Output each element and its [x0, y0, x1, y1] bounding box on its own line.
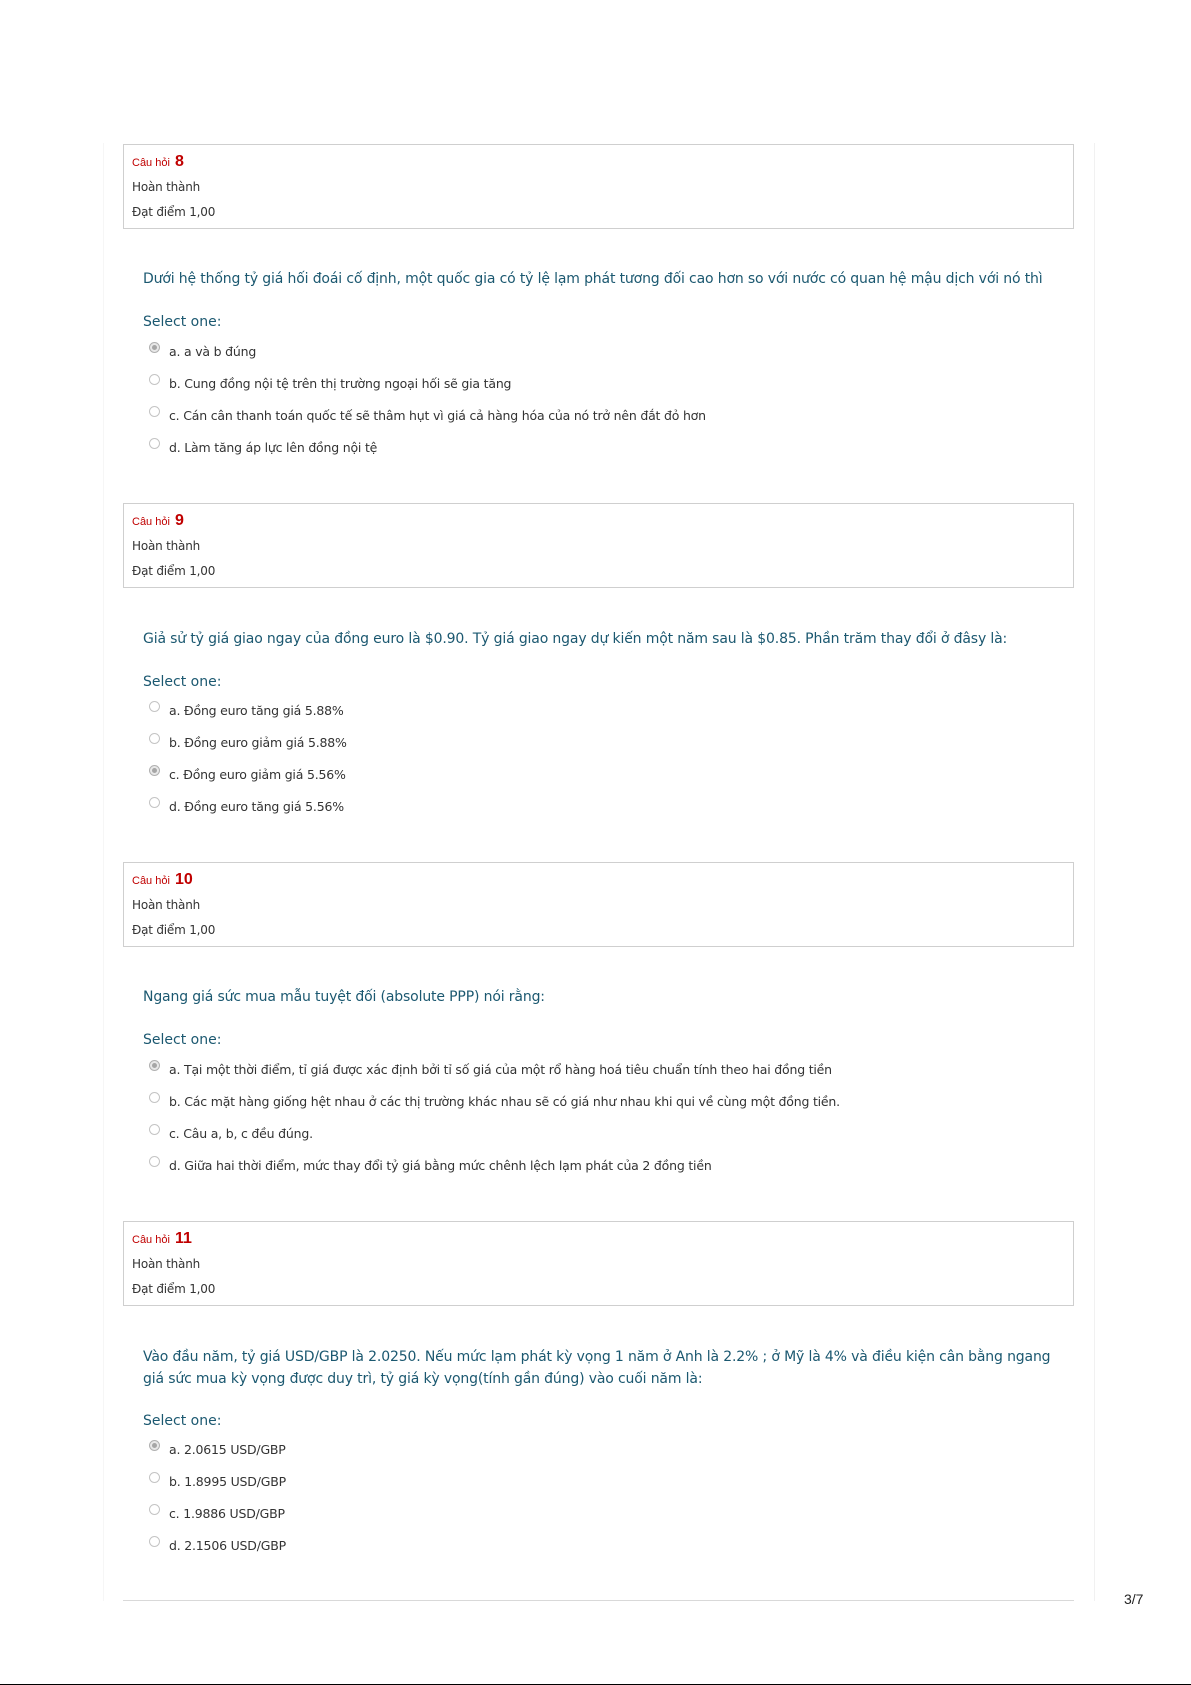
question-number-value: 10 [174, 871, 193, 888]
radio-button[interactable] [149, 406, 160, 417]
question-number-value: 8 [174, 153, 184, 170]
answer-option-c[interactable] [149, 404, 706, 426]
radio-button[interactable] [149, 797, 160, 808]
select-prompt: Select one: [143, 1032, 222, 1048]
answer-label: a. a và b đúng [169, 343, 257, 359]
question-11 [123, 1221, 1074, 1553]
answer-option-b[interactable] [149, 1470, 286, 1492]
question-grade: Đạt điểm 1,00 [132, 205, 216, 219]
answer-option-a[interactable] [149, 699, 344, 721]
answer-label: c. 1.9886 USD/GBP [169, 1505, 285, 1521]
select-prompt: Select one: [143, 1413, 222, 1429]
answer-option-c[interactable] [149, 763, 346, 785]
answer-label: c. Đồng euro giảm giá 5.56% [169, 766, 346, 782]
radio-button[interactable] [149, 438, 160, 449]
question-info-box [123, 144, 1074, 229]
question-number [132, 512, 184, 531]
answer-option-a[interactable] [149, 1058, 832, 1080]
radio-button[interactable] [149, 1536, 160, 1547]
answer-label: b. 1.8995 USD/GBP [169, 1473, 286, 1489]
answer-option-b[interactable] [149, 1090, 840, 1112]
select-prompt: Select one: [143, 314, 222, 330]
question-state: Hoàn thành [132, 539, 201, 553]
select-prompt: Select one: [143, 674, 222, 690]
radio-button[interactable] [149, 701, 160, 712]
radio-button[interactable] [149, 733, 160, 744]
question-label: Câu hỏi [132, 157, 170, 169]
answer-label: c. Câu a, b, c đều đúng. [169, 1125, 313, 1141]
question-info-box [123, 1221, 1074, 1306]
answer-option-c[interactable] [149, 1502, 285, 1524]
question-8 [123, 144, 1074, 455]
question-grade: Đạt điểm 1,00 [132, 1282, 216, 1296]
answer-label: c. Cán cân thanh toán quốc tế sẽ thâm hụt vì giá cả hàng hóa của nó trở nên đắt đỏ hơn [169, 407, 706, 423]
radio-button[interactable] [149, 1440, 160, 1451]
answer-option-a[interactable] [149, 340, 256, 362]
answer-label: b. Đồng euro giảm giá 5.88% [169, 734, 347, 750]
question-grade: Đạt điểm 1,00 [132, 923, 216, 937]
answer-label: d. Đồng euro tăng giá 5.56% [169, 798, 344, 814]
question-number-value: 9 [174, 512, 184, 529]
question-number [132, 153, 184, 172]
question-label: Câu hỏi [132, 1234, 170, 1246]
question-info-box [123, 862, 1074, 947]
answer-option-d[interactable] [149, 1154, 712, 1176]
question-text: Dưới hệ thống tỷ giá hối đoái cố định, một quốc gia có tỷ lệ lạm phát tương đối cao hơn so với nước có quan hệ mậu dịch với nó thì [143, 271, 1043, 287]
radio-button[interactable] [149, 1472, 160, 1483]
question-10 [123, 862, 1074, 1173]
radio-button[interactable] [149, 1156, 160, 1167]
question-number [132, 871, 193, 890]
question-text: Giả sử tỷ giá giao ngay của đồng euro là $0.90. Tỷ giá giao ngay dự kiến một năm sau là $0.85. Phần trăm thay đổi ở đâsy là: [143, 631, 1008, 647]
answer-option-d[interactable] [149, 1534, 286, 1556]
answer-option-d[interactable] [149, 436, 377, 458]
answer-label: b. Các mặt hàng giống hệt nhau ở các thị trường khác nhau sẽ có giá như nhau khi qui về cùng một đồng tiền. [169, 1093, 840, 1109]
answer-label: a. Đồng euro tăng giá 5.88% [169, 702, 344, 718]
answer-label: d. Giữa hai thời điểm, mức thay đổi tỷ giá bằng mức chênh lệch lạm phát của 2 đồng tiền [169, 1157, 712, 1173]
radio-button[interactable] [149, 1060, 160, 1071]
answer-label: b. Cung đồng nội tệ trên thị trường ngoại hối sẽ gia tăng [169, 375, 512, 391]
question-grade: Đạt điểm 1,00 [132, 564, 216, 578]
answer-label: a. Tại một thời điểm, tỉ giá được xác định bởi tỉ số giá của một rổ hàng hoá tiêu chuẩn tính theo hai đồng tiền [169, 1061, 832, 1077]
radio-button[interactable] [149, 1504, 160, 1515]
answer-label: a. 2.0615 USD/GBP [169, 1441, 286, 1457]
radio-button[interactable] [149, 374, 160, 385]
question-state: Hoàn thành [132, 1257, 201, 1271]
question-9 [123, 503, 1074, 814]
answer-option-b[interactable] [149, 372, 511, 394]
answer-label: d. 2.1506 USD/GBP [169, 1537, 286, 1553]
answer-label: d. Làm tăng áp lực lên đồng nội tệ [169, 439, 378, 455]
question-info-box [123, 503, 1074, 588]
answer-option-b[interactable] [149, 731, 347, 753]
question-number [132, 1230, 192, 1249]
question-label: Câu hỏi [132, 875, 170, 887]
answer-option-a[interactable] [149, 1438, 286, 1460]
question-number-value: 11 [174, 1230, 192, 1247]
radio-button[interactable] [149, 1092, 160, 1103]
radio-button[interactable] [149, 1124, 160, 1135]
question-label: Câu hỏi [132, 516, 170, 528]
answer-option-d[interactable] [149, 795, 344, 817]
question-text: Vào đầu năm, tỷ giá USD/GBP là 2.0250. Nếu mức lạm phát kỳ vọng 1 năm ở Anh là 2.2% ; ở Mỹ là 4% và điều kiện cân bằng ngang giá sức mua kỳ vọng được duy trì, tỷ giá kỳ vọng(tính gần đúng) vào cuối năm là: [143, 1349, 1051, 1387]
question-state: Hoàn thành [132, 180, 201, 194]
question-state: Hoàn thành [132, 898, 201, 912]
question-text: Ngang giá sức mua mẫu tuyệt đối (absolute PPP) nói rằng: [143, 989, 545, 1005]
page-number: 3/7 [1124, 1591, 1144, 1607]
answer-option-c[interactable] [149, 1122, 313, 1144]
page-bottom-rule [123, 1600, 1074, 1601]
radio-button[interactable] [149, 342, 160, 353]
radio-button[interactable] [149, 765, 160, 776]
